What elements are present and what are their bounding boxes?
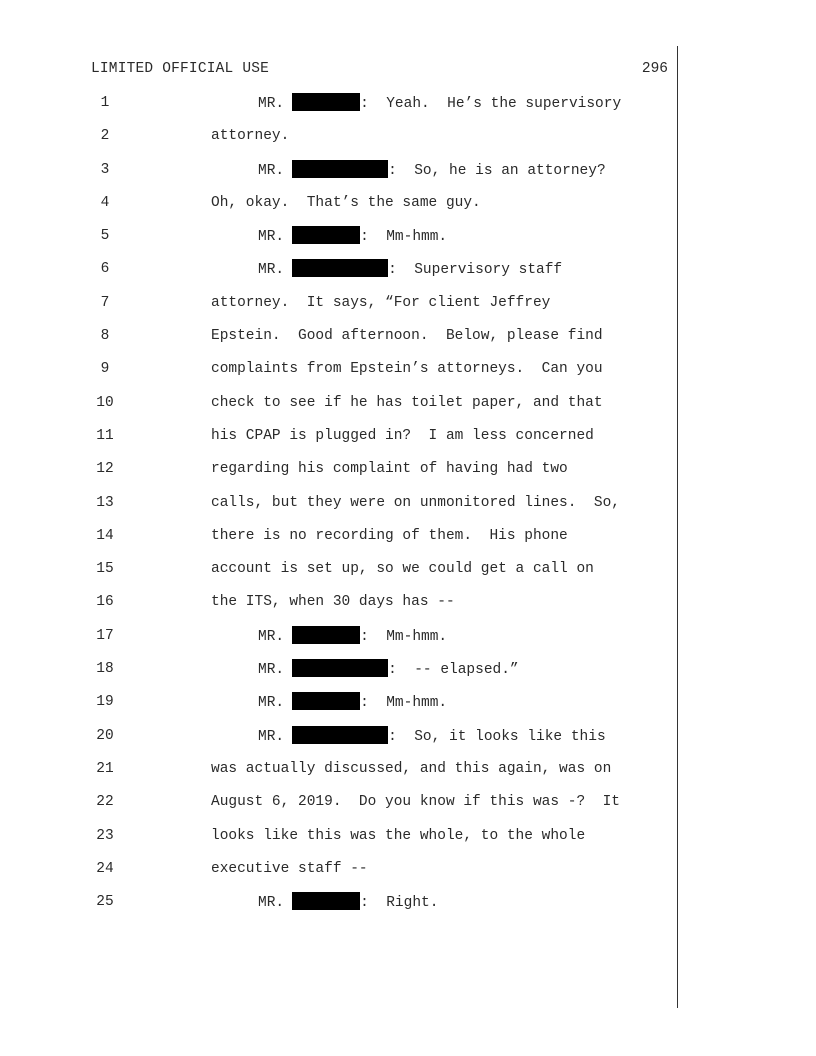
spoken-text: executive staff -- — [211, 860, 368, 877]
line-text — [211, 859, 368, 879]
spoken-text: : -- elapsed.” — [388, 662, 519, 679]
line-text — [211, 759, 611, 779]
line-number: 12 — [96, 461, 114, 478]
transcript-line — [0, 459, 680, 492]
spoken-text: complaints from Epstein’s attorneys. Can you — [211, 361, 603, 378]
line-number: 11 — [96, 427, 114, 444]
transcript-line — [0, 160, 680, 193]
line-number: 24 — [96, 860, 114, 877]
redaction-box — [292, 626, 360, 644]
transcript-lines — [0, 93, 680, 925]
transcript-line — [0, 259, 680, 292]
speaker-title: MR. — [258, 895, 285, 912]
redaction-box — [292, 160, 388, 178]
line-number: 19 — [96, 694, 114, 711]
transcript-line — [0, 93, 680, 126]
transcript-line — [0, 892, 680, 925]
transcript-line — [0, 726, 680, 759]
speaker-title: MR. — [258, 229, 285, 246]
transcript-line — [0, 359, 680, 392]
line-number: 10 — [96, 394, 114, 411]
transcript-line — [0, 193, 680, 226]
speaker-title: MR. — [258, 695, 285, 712]
speaker-title: MR. — [258, 728, 285, 745]
line-number: 20 — [96, 727, 114, 744]
speaker-line — [258, 659, 519, 680]
line-number: 22 — [96, 794, 114, 811]
line-number: 13 — [96, 494, 114, 511]
spoken-text: check to see if he has toilet paper, and that — [211, 394, 603, 411]
transcript-line — [0, 226, 680, 259]
spoken-text: there is no recording of them. His phone — [211, 527, 568, 544]
line-number: 3 — [100, 161, 110, 178]
transcript-line — [0, 493, 680, 526]
redaction-box — [292, 659, 388, 677]
line-text — [211, 826, 585, 846]
spoken-text: account is set up, so we could get a call on — [211, 561, 594, 578]
transcript-line — [0, 293, 680, 326]
line-number: 17 — [96, 627, 114, 644]
redaction-box — [292, 892, 360, 910]
spoken-text: August 6, 2019. Do you know if this was -? It — [211, 794, 620, 811]
line-text — [211, 193, 481, 213]
transcript-line — [0, 393, 680, 426]
transcript-line — [0, 326, 680, 359]
line-text — [211, 393, 603, 413]
line-number: 1 — [100, 95, 110, 111]
spoken-text: his CPAP is plugged in? I am less concerned — [211, 427, 594, 444]
line-number: 2 — [100, 128, 110, 145]
spoken-text: was actually discussed, and this again, was on — [211, 760, 612, 777]
speaker-line — [258, 160, 606, 181]
transcript-line — [0, 626, 680, 659]
line-text — [211, 592, 455, 612]
line-number: 15 — [96, 561, 114, 578]
spoken-text: : Mm-hmm. — [360, 229, 448, 246]
line-text — [211, 493, 620, 513]
redaction-box — [292, 726, 388, 744]
line-number: 23 — [96, 827, 114, 844]
spoken-text: attorney. — [211, 128, 290, 145]
transcript-line — [0, 692, 680, 725]
spoken-text: : Supervisory staff — [388, 262, 563, 279]
redaction-box — [292, 93, 360, 111]
transcript-line — [0, 559, 680, 592]
line-text — [211, 293, 550, 313]
speaker-line — [258, 626, 447, 647]
line-number: 6 — [100, 261, 110, 278]
speaker-line — [258, 259, 562, 280]
line-number: 16 — [96, 594, 114, 611]
transcript-line — [0, 859, 680, 892]
spoken-text: regarding his complaint of having had two — [211, 461, 568, 478]
spoken-text: : So, he is an attorney? — [388, 162, 606, 179]
spoken-text: looks like this was the whole, to the whole — [211, 827, 586, 844]
speaker-line — [258, 726, 606, 747]
speaker-title: MR. — [258, 628, 285, 645]
speaker-line — [258, 892, 438, 913]
speaker-title: MR. — [258, 162, 285, 179]
speaker-line — [258, 226, 447, 247]
transcript-line — [0, 792, 680, 825]
line-text — [211, 559, 594, 579]
transcript-line — [0, 659, 680, 692]
line-text — [211, 526, 568, 546]
spoken-text: : So, it looks like this — [388, 728, 606, 745]
transcript-line — [0, 426, 680, 459]
redaction-box — [292, 692, 360, 710]
transcript-line — [0, 826, 680, 859]
line-text — [211, 459, 568, 479]
classification-header: LIMITED OFFICIAL USE — [91, 61, 270, 77]
transcript-line — [0, 526, 680, 559]
speaker-title: MR. — [258, 96, 285, 112]
line-number: 25 — [96, 894, 114, 911]
line-number: 18 — [96, 661, 114, 678]
spoken-text: : Yeah. He’s the supervisory — [360, 96, 622, 112]
line-text — [211, 126, 289, 146]
transcript-line — [0, 759, 680, 792]
spoken-text: : Mm-hmm. — [360, 695, 448, 712]
line-text — [211, 326, 603, 346]
redaction-box — [292, 226, 360, 244]
line-number: 5 — [100, 228, 110, 245]
line-number: 8 — [100, 328, 110, 345]
page-number: 296 — [641, 61, 668, 77]
line-text — [211, 792, 620, 812]
speaker-title: MR. — [258, 262, 285, 279]
speaker-title: MR. — [258, 662, 285, 679]
speaker-line — [258, 93, 621, 114]
redaction-box — [292, 259, 388, 277]
line-number: 7 — [100, 294, 110, 311]
line-number: 4 — [100, 194, 110, 211]
spoken-text: : Right. — [360, 895, 439, 912]
line-number: 9 — [100, 361, 110, 378]
transcript-line — [0, 592, 680, 625]
spoken-text: : Mm-hmm. — [360, 628, 448, 645]
speaker-line — [258, 692, 447, 713]
line-number: 14 — [96, 527, 114, 544]
transcript-line — [0, 126, 680, 159]
spoken-text: the ITS, when 30 days has -- — [211, 594, 455, 611]
spoken-text: calls, but they were on unmonitored lines. So, — [211, 494, 620, 511]
spoken-text: attorney. It says, “For client Jeffrey — [211, 294, 551, 311]
line-number: 21 — [96, 760, 114, 777]
spoken-text: Oh, okay. That’s the same guy. — [211, 194, 481, 211]
line-text — [211, 359, 603, 379]
spoken-text: Epstein. Good afternoon. Below, please find — [211, 328, 603, 345]
line-text — [211, 426, 594, 446]
